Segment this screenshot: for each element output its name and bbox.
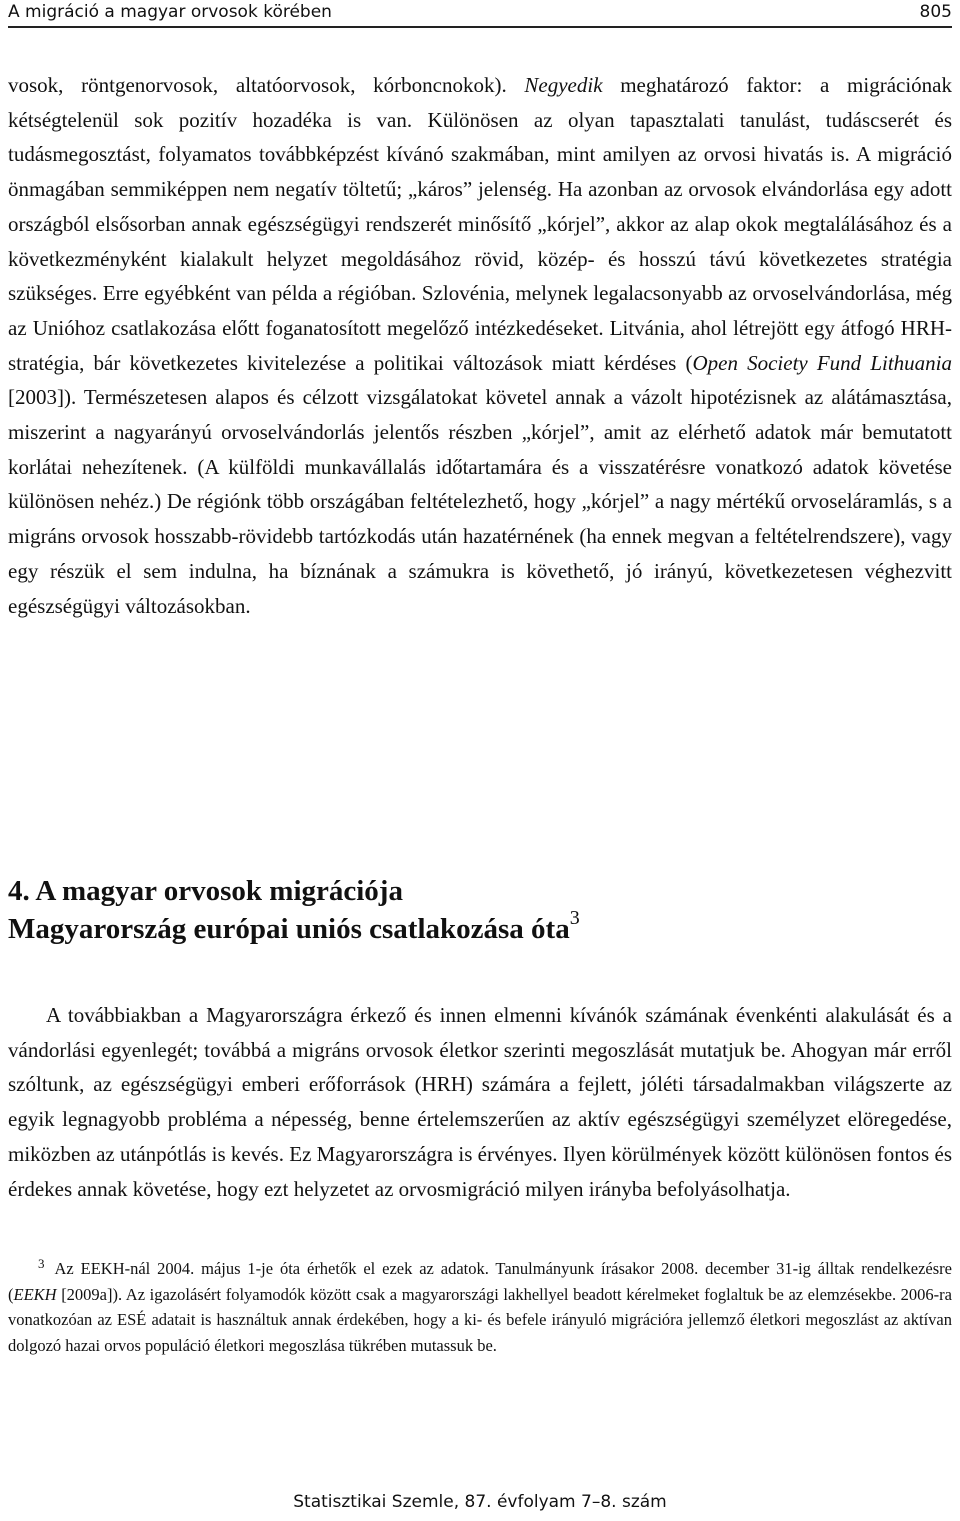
body-paragraph-2: A továbbiakban a Magyarországra érkező és innen elmenni kívánók számának évenkénti alakulását és a vándorlási egyenlegét; továbbá a migráns orvosok életkor szerinti megoszlását mutatjuk be. Ahogyan már erről szóltunk, az egészségügyi emberi erőforrások (HRH) számára a fejlett, jóléti társadalmakban világszerte az egyik legnagyobb probléma a népesség, benne értelemszerűen az aktív egészségügyi személyzet elöregedése, miközben az utánpótlás is kevés. Ez Magyarországra is érvényes. Ilyen körülmények között különösen fontos és érdekes annak követése, hogy ezt helyzetet az orvosmigráció milyen irányba befolyásolhatja. [8, 1003, 952, 1201]
page-number: 805 [919, 2, 952, 22]
footnote [8, 1256, 952, 1358]
footnote-mark: 3 [38, 1256, 45, 1271]
paragraph-1-text-a: vosok, röntgenorvosok, altatóorvosok, kórboncnokok). [8, 73, 525, 97]
section-title-line-2: Magyarország európai uniós csatlakozása óta [8, 913, 570, 945]
footnote-reference: 3 [569, 907, 580, 929]
footnote-text-a: Az EEKH-nál 2004. május 1-je óta érhetők el ezek az adatok. Tanulmányunk írásakor 2008. december 31-ig álltak rendelkezésre ( [8, 1259, 952, 1304]
paragraph-1-citation-name: Open Society Fund Lithuania [692, 350, 952, 375]
paragraph-1-text-c: [2003]). Természetesen alapos és célzott vizsgálatokat követel annak a vázolt hipotézisnek az alátámasztása, miszerint a nagyarányú orvoselvándorlás jelentős részben „kórjel”, amit az elérhető adatok már bemutatott korlátai nehezítenek. (A külföldi munkavállalás időtartamára és a visszatérésre vonatkozó adatok követése különösen nehéz.) De régiónk több országában feltételezhető, hogy „kórjel” a nagy mértékű orvoseláramlás, s a migráns orvosok hosszabb-rövidebb tartózkodás után hazatérnének (ha ennek megvan a feltételrendszere), vagy egy részük el sem indulna, ha bíznának a számukra is követhető, jó irányú, következetesen véghezvitt egészségügyi változásokban. [8, 385, 952, 618]
body-paragraph-1 [8, 68, 952, 623]
running-header-title: A migráció a magyar orvosok körében [8, 2, 332, 22]
running-header [8, 0, 952, 28]
running-footer: Statisztikai Szemle, 87. évfolyam 7–8. szám [293, 1492, 667, 1512]
section-title-line-1: 4. A magyar orvosok migrációja [8, 875, 403, 907]
footnote-citation: EEKH [13, 1284, 57, 1304]
footnote-text-b: [2009a]). Az igazolásért folyamodók között csak a magyarországi lakhellyel beadott kérelmeket foglaltuk be az elemzésekbe. 2006-ra vonatkozóan az ESÉ adatait is használtuk annak érdekében, hogy a ki- és befele irányuló migrációra jellemző életkori megoszlást az aktívan dolgozó hazai orvos populáció életkori megoszlása tükrében mutassuk be. [8, 1284, 952, 1355]
paragraph-1-text-b: meghatározó faktor: a migrációnak kétségtelenül sok pozitív hozadéka is van. Különösen az olyan tapasztalati tanulást, tudáscserét és tudásmegosztást, folyamatos továbbképzést kívánó szakmában, mint amilyen az orvosi hivatás is. A migráció önmagában semmiképpen nem negatív töltetű; „káros” jelenség. Ha azonban az orvosok elvándorlása egy adott országból elsősorban annak egészségügyi rendszerét minősítő „kórjel”, akkor az alap okok megtalálásához és a következményként kialakult helyzet megoldásához rövid, közép- és hosszú távú következetes stratégia szükséges. Erre egyébként van példa a régióban. Szlovénia, melynek legalacsonyabb az orvoselvándorlása, még az Unióhoz csatlakozása előtt foganatosított megelőző intézkedéseket. Litvánia, ahol létrejött egy átfogó HRH-stratégia, bár következetes kivitelezése a politikai változások miatt kérdéses ( [8, 73, 952, 375]
section-heading [8, 872, 952, 948]
paragraph-1-emphasis-negyedik: Negyedik [524, 73, 603, 97]
